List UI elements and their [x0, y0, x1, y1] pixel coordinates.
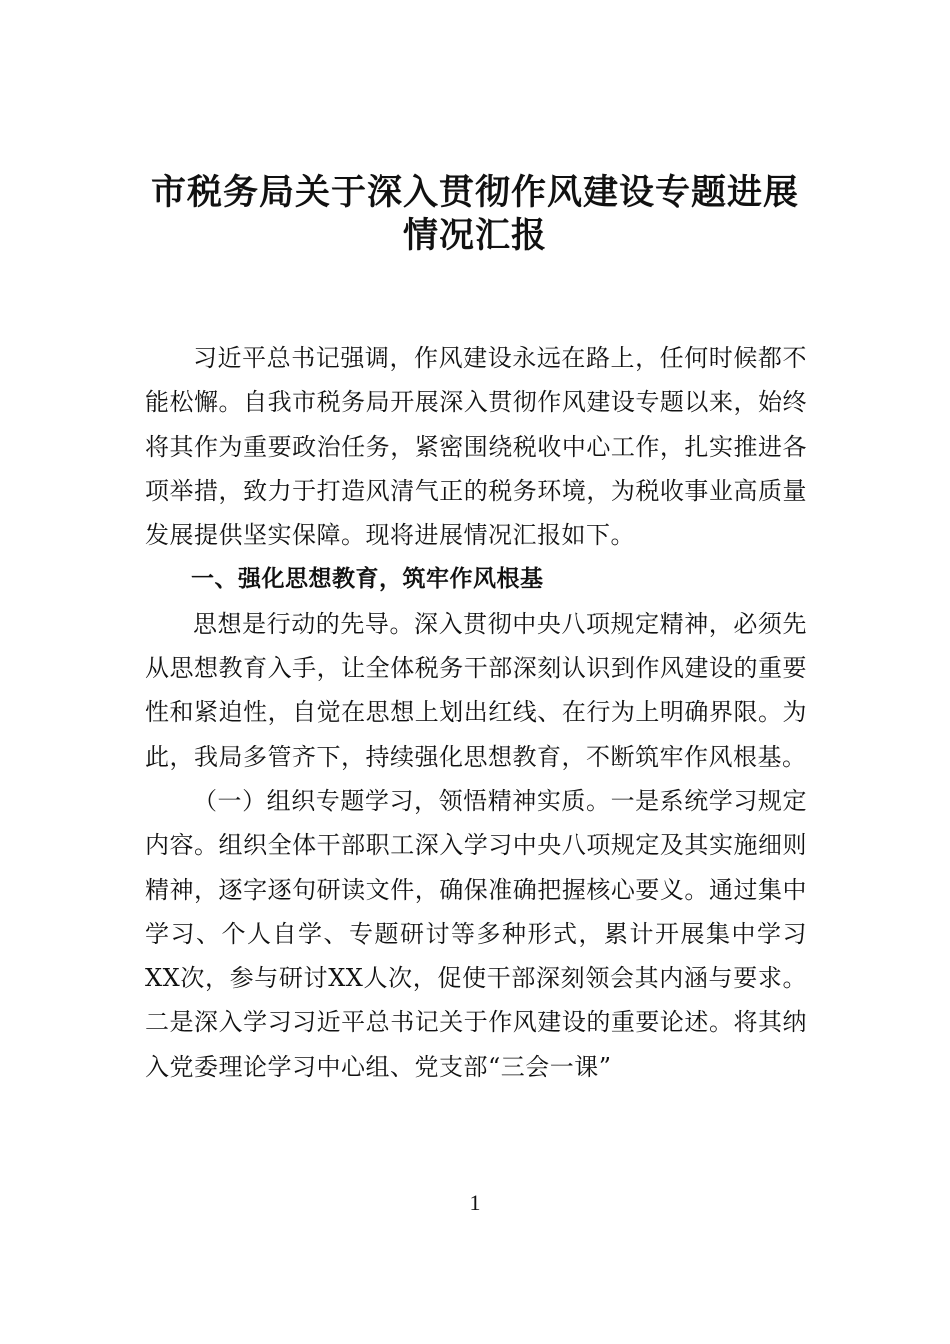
intro-paragraph: 习近平总书记强调，作风建设永远在路上，任何时候都不能松懈。自我市税务局开展深入贯彻作风建设专题以来，始终将其作为重要政治任务，紧密围绕税收中心工作，扎实推进各项举措，致力于打造风清气正的税务环境，为税收事业高质量发展提供坚实保障。现将进展情况汇报如下。: [145, 344, 807, 550]
subsection-paragraph: [145, 779, 807, 1089]
section-heading: 一、强化思想教育，筑牢作风根基: [191, 566, 544, 593]
document-title-line2: 情况汇报: [402, 215, 547, 256]
subsection-text: 一是系统学习规定内容。组织全体干部职工深入学习中央八项规定及其实施细则精神，逐字逐句研读文件，确保准确把握核心要义。通过集中学习、个人自学、专题研讨等多种形式，累计开展集中学习XX次，参与研讨XX人次，促使干部深刻领会其内涵与要求。二是深入学习习近平总书记关于作风建设的重要论述。将其纳入党委理论学习中心组、党支部“三会一课”: [145, 786, 807, 1081]
page-number: 1: [469, 1190, 481, 1215]
subsection-lead: （一）组织专题学习，领悟精神实质。: [193, 786, 611, 815]
document-title-line1: 市税务局关于深入贯彻作风建设专题进展: [150, 172, 799, 213]
document-body: [145, 336, 807, 1089]
section-paragraph: 思想是行动的先导。深入贯彻中央八项规定精神，必须先从思想教育入手，让全体税务干部深刻认识到作风建设的重要性和紧迫性，自觉在思想上划出红线、在行为上明确界限。为此，我局多管齐下，持续强化思想教育，不断筑牢作风根基。: [145, 609, 807, 771]
